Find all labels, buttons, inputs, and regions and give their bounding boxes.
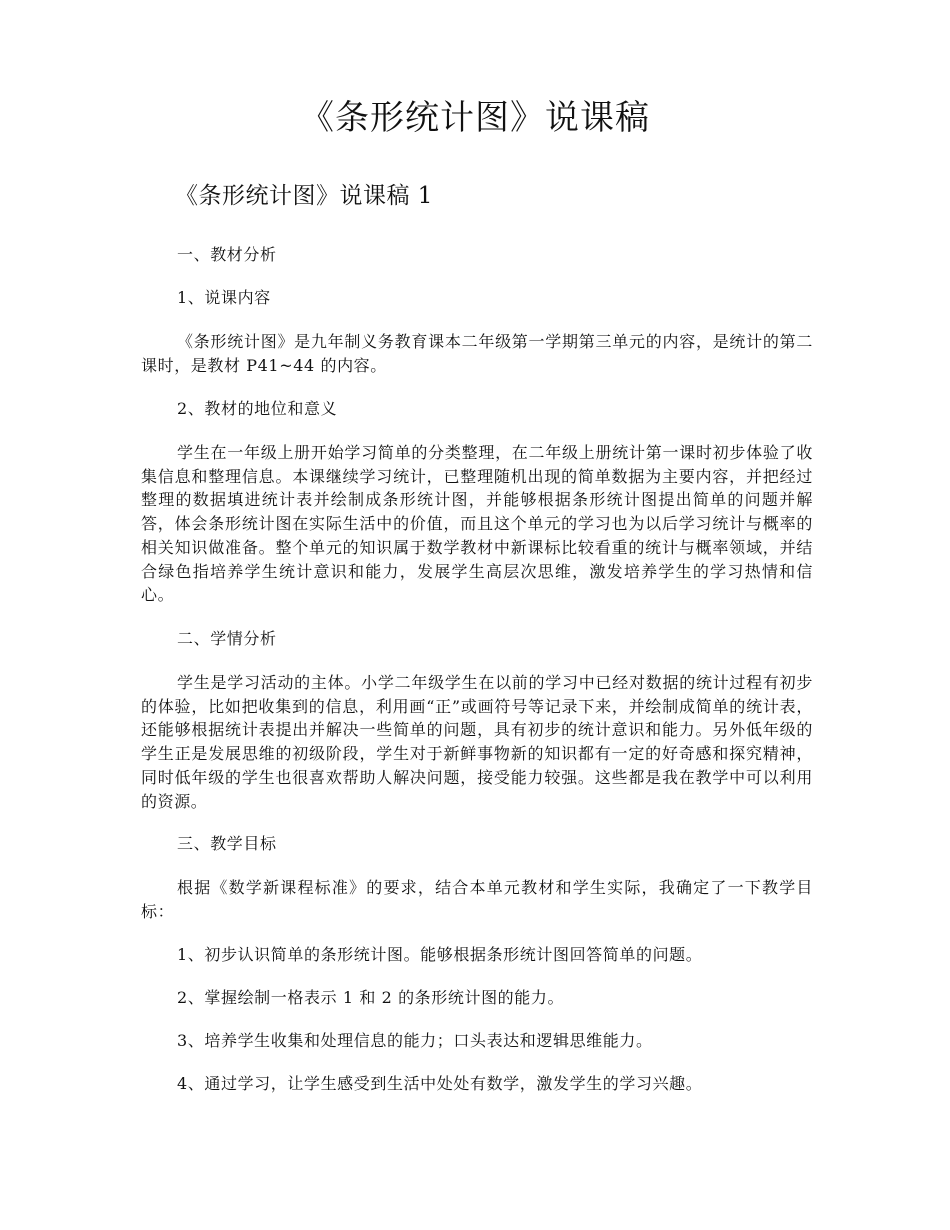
heading-lesson-content: 1、说课内容: [177, 288, 271, 307]
paragraph-lesson-content: 《条形统计图》是九年制义务教育课本二年级第一学期第三单元的内容，是统计的第二课时，是教材 P41~44 的内容。: [141, 332, 813, 375]
document-title: 《条形统计图》说课稿: [300, 98, 650, 138]
section-title: 《条形统计图》说课稿 1: [175, 183, 433, 209]
goal-item: 2、掌握绘制一格表示 1 和 2 的条形统计图的能力。: [177, 988, 565, 1007]
paragraph-student-analysis: 学生是学习活动的主体。小学二年级学生在以前的学习中已经对数据的统计过程有初步的体验，比如把收集到的信息，利用画“正”或画符号等记录下来，并绘制成简单的统计表，还能够根据统计表提出并解决一些简单的问题，具有初步的统计意识和能力。另外低年级的学生正是发展思维的初级阶段，学生对于新鲜事物新的知识都有一定的好奇感和探究精神，同时低年级的学生也很喜欢帮助人解决问题，接受能力较强。这些都是我在教学中可以利用的资源。: [141, 673, 813, 811]
goal-item: 1、初步认识简单的条形统计图。能够根据条形统计图回答简单的问题。: [177, 945, 703, 964]
heading-student-analysis: 二、学情分析: [177, 629, 277, 648]
heading-teaching-goals: 三、教学目标: [177, 834, 277, 853]
goal-item: 4、通过学习，让学生感受到生活中处处有数学，激发学生的学习兴趣。: [177, 1074, 703, 1093]
paragraph-textbook-position: 学生在一年级上册开始学习简单的分类整理，在二年级上册统计第一课时初步体验了收集信息和整理信息。本课继续学习统计，已整理随机出现的简单数据为主要内容，并把经过整理的数据填进统计表并绘制成条形统计图，并能够根据条形统计图提出简单的问题并解答，体会条形统计图在实际生活中的价值，而且这个单元的学习也为以后学习统计与概率的相关知识做准备。整个单元的知识属于数学教材中新课标比较看重的统计与概率领域，并结合绿色指培养学生统计意识和能力，发展学生高层次思维，激发培养学生的学习热情和信心。: [141, 443, 813, 605]
paragraph-goals-intro: 根据《数学新课程标准》的要求，结合本单元教材和学生实际，我确定了一下教学目标：: [141, 878, 813, 921]
heading-textbook-analysis: 一、教材分析: [177, 245, 277, 264]
goal-item: 3、培养学生收集和处理信息的能力；口头表达和逻辑思维能力。: [177, 1031, 653, 1050]
heading-textbook-position: 2、教材的地位和意义: [177, 399, 338, 418]
